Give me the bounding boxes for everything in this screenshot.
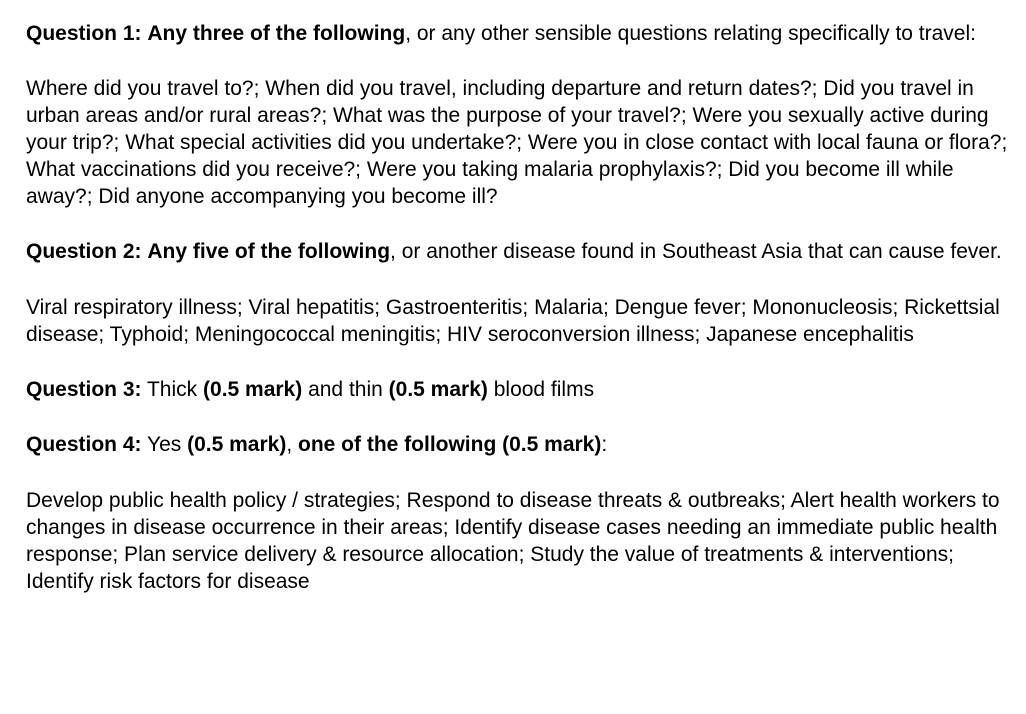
question-3-mark-2: (0.5 mark) [388, 378, 488, 401]
question-3-text-blood-films: blood films [493, 378, 595, 401]
question-3-label: Question 3: [26, 378, 142, 401]
question-4-text-yes: Yes [146, 433, 182, 456]
question-1-answer: Where did you travel to?; When did you travel, including departure and return dates?; Did you travel in urban areas and/or rural areas?; What was the purpose of your travel?; Were you sexually active during your trip?; What special activities did you undertake?; Were you in close contact with local fauna or flora?; What vaccinations did you receive?; Were you taking malaria prophylaxis?; Did you become ill while away?; Did anyone accompanying you become ill? [26, 77, 1008, 208]
spacer [26, 403, 1018, 431]
question-4-label: Question 4: [26, 433, 142, 456]
question-1-heading [26, 20, 1018, 47]
question-3-text-thick: Thick [146, 378, 198, 401]
question-2-instruction: , or another disease found in Southeast Asia that can cause fever. [390, 240, 1002, 263]
question-4-bold-phrase: one of the following (0.5 mark) [298, 433, 602, 456]
question-4-colon: : [601, 433, 608, 456]
spacer [26, 47, 1018, 75]
question-1-bold-intro: Any three of the following [147, 22, 406, 45]
spacer [26, 458, 1018, 487]
question-3-text-thin: and thin [308, 378, 383, 401]
question-2-bold-intro: Any five of the following [147, 240, 391, 263]
question-3-mark-1: (0.5 mark) [203, 378, 303, 401]
spacer [26, 348, 1018, 376]
question-4-answer: Develop public health policy / strategies; Respond to disease threats & outbreaks; Alert health workers to changes in disease occurrence in their areas; Identify disease cases needing an immediate public health response; Plan service delivery & resource allocation; Study the value of treatments & interventions; Identify risk factors for disease [26, 489, 1000, 593]
question-4-comma: , [286, 433, 293, 456]
question-3-heading [26, 376, 1018, 403]
question-4-mark-1: (0.5 mark) [187, 433, 287, 456]
spacer [26, 210, 1018, 238]
question-1-label: Question 1: [26, 22, 142, 45]
question-4-heading [26, 431, 1018, 458]
question-2-heading [26, 238, 1018, 265]
question-2-label: Question 2: [26, 240, 142, 263]
spacer [26, 265, 1018, 294]
question-1-instruction: , or any other sensible questions relating specifically to travel: [405, 22, 976, 45]
question-2-answer: Viral respiratory illness; Viral hepatitis; Gastroenteritis; Malaria; Dengue fever; Mononucleosis; Rickettsial disease; Typhoid; Meningococcal meningitis; HIV seroconversion illness; Japanese encephalitis [26, 296, 1000, 346]
